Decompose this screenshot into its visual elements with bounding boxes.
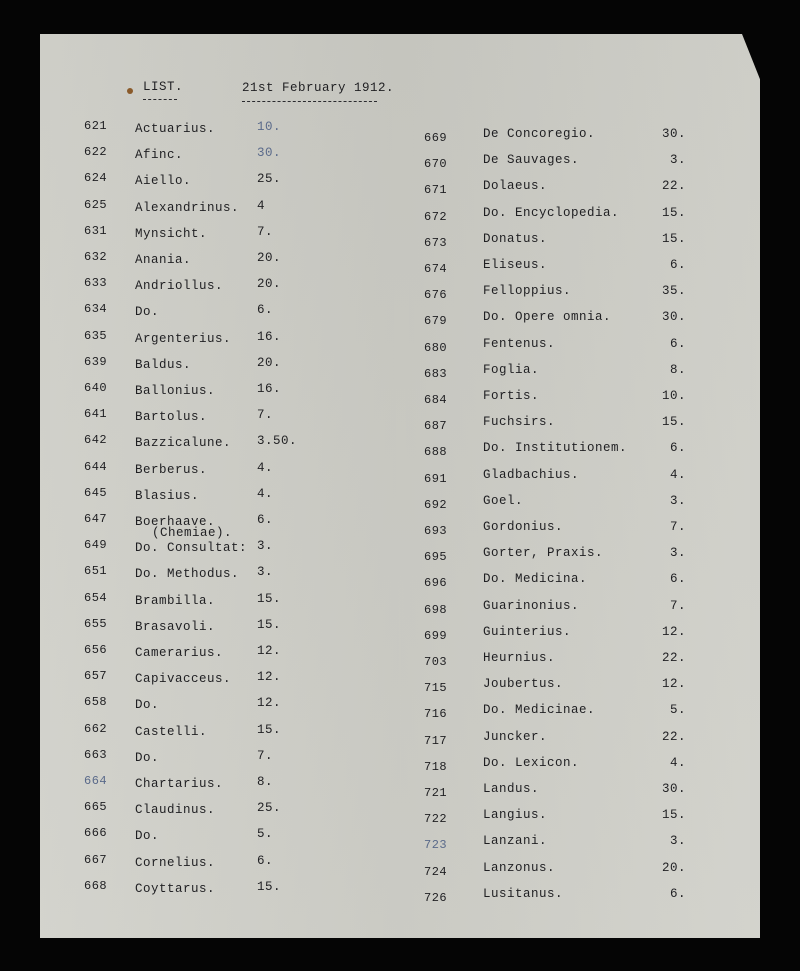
item-price: 30. [661, 310, 686, 324]
item-name: Guinterius. [483, 625, 572, 639]
item-number: 715 [424, 681, 448, 695]
item-price: 15. [257, 880, 282, 894]
item-number: 657 [84, 669, 108, 683]
item-number: 699 [424, 629, 448, 643]
item-number: 665 [84, 800, 108, 814]
item-number: 679 [424, 314, 448, 328]
item-name: Argenterius. [135, 332, 232, 346]
item-number: 670 [424, 157, 448, 171]
item-price: 15. [661, 232, 686, 246]
item-price: 6. [669, 441, 686, 455]
item-name: Mynsicht. [135, 227, 208, 241]
item-name: Do. Methodus. [135, 567, 240, 581]
item-number: 658 [84, 695, 108, 709]
item-number: 691 [424, 472, 448, 486]
item-name: Blasius. [135, 489, 200, 503]
item-name: Do. Opere omnia. [483, 310, 612, 324]
item-number: 645 [84, 486, 108, 500]
item-price: 12. [661, 625, 686, 639]
item-name: Goel. [483, 494, 524, 508]
item-name: Claudinus. [135, 803, 216, 817]
item-name: Coyttarus. [135, 882, 216, 896]
item-price: 35. [661, 284, 686, 298]
item-price: 30. [661, 782, 686, 796]
item-name: Heurnius. [483, 651, 556, 665]
item-name: Baldus. [135, 358, 192, 372]
item-price: 5. [257, 827, 274, 841]
item-name: Do. Medicina. [483, 572, 588, 586]
item-price: 3. [669, 834, 686, 848]
item-number: 641 [84, 407, 108, 421]
item-number: 642 [84, 433, 108, 447]
item-name: Do. [135, 751, 160, 765]
item-price: 6. [669, 337, 686, 351]
item-number: 722 [424, 812, 448, 826]
item-price: 7. [257, 225, 274, 239]
item-name: Bartolus. [135, 410, 208, 424]
item-number: 651 [84, 564, 108, 578]
item-number: 723 [424, 838, 448, 852]
item-number: 721 [424, 786, 448, 800]
item-number: 669 [424, 131, 448, 145]
item-name: Juncker. [483, 730, 548, 744]
item-price: 16. [257, 330, 282, 344]
item-name: Anania. [135, 253, 192, 267]
item-price: 8. [257, 775, 274, 789]
item-name: Do. Consultat: [135, 541, 248, 555]
item-price: 22. [661, 179, 686, 193]
item-price: 25. [257, 801, 282, 815]
item-number: 671 [424, 183, 448, 197]
item-price: 7. [669, 599, 686, 613]
list-label: LIST. [143, 80, 184, 94]
item-name: Brasavoli. [135, 620, 216, 634]
item-price: 6. [669, 887, 686, 901]
item-name: Lanzani. [483, 834, 548, 848]
item-note: (Chemiae). [152, 526, 233, 540]
item-price: 4. [257, 487, 274, 501]
item-name: Lanzonus. [483, 861, 556, 875]
item-number: 703 [424, 655, 448, 669]
item-number: 726 [424, 891, 448, 905]
item-price: 15. [257, 723, 282, 737]
item-name: Bazzicalune. [135, 436, 232, 450]
item-price: 3. [257, 539, 274, 553]
item-number: 667 [84, 853, 108, 867]
item-price: 30. [257, 146, 282, 160]
item-price: 12. [257, 696, 282, 710]
item-name: Chartarius. [135, 777, 224, 791]
item-number: 634 [84, 302, 108, 316]
item-number: 662 [84, 722, 108, 736]
item-number: 625 [84, 198, 108, 212]
item-price: 4. [669, 756, 686, 770]
item-name: Alexandrinus. [135, 201, 240, 215]
item-number: 698 [424, 603, 448, 617]
item-price: 3.50. [257, 434, 298, 448]
item-price: 15. [257, 618, 282, 632]
item-number: 664 [84, 774, 108, 788]
item-name: Castelli. [135, 725, 208, 739]
item-name: Do. [135, 698, 160, 712]
item-name: Do. [135, 305, 160, 319]
item-number: 668 [84, 879, 108, 893]
item-price: 20. [257, 356, 282, 370]
item-price: 15. [661, 206, 686, 220]
item-price: 12. [661, 677, 686, 691]
date-underline [242, 101, 377, 102]
item-number: 649 [84, 538, 108, 552]
item-price: 20. [661, 861, 686, 875]
item-number: 639 [84, 355, 108, 369]
item-number: 647 [84, 512, 108, 526]
item-name: Guarinonius. [483, 599, 580, 613]
list-label-underline [143, 99, 177, 100]
item-price: 6. [257, 303, 274, 317]
item-price: 3. [669, 153, 686, 167]
list-date: 21st February 1912. [242, 81, 395, 95]
item-price: 4. [257, 461, 274, 475]
item-name: Cornelius. [135, 856, 216, 870]
item-name: Brambilla. [135, 594, 216, 608]
item-number: 631 [84, 224, 108, 238]
item-number: 684 [424, 393, 448, 407]
item-number: 654 [84, 591, 108, 605]
item-name: Dolaeus. [483, 179, 548, 193]
item-price: 16. [257, 382, 282, 396]
item-price: 20. [257, 277, 282, 291]
item-number: 624 [84, 171, 108, 185]
item-price: 8. [669, 363, 686, 377]
item-name: Foglia. [483, 363, 540, 377]
item-number: 640 [84, 381, 108, 395]
item-name: Eliseus. [483, 258, 548, 272]
item-number: 672 [424, 210, 448, 224]
item-name: Lusitanus. [483, 887, 564, 901]
item-price: 12. [257, 670, 282, 684]
item-number: 692 [424, 498, 448, 512]
item-price: 3. [257, 565, 274, 579]
item-name: Capivacceus. [135, 672, 232, 686]
item-name: De Sauvages. [483, 153, 580, 167]
item-number: 717 [424, 734, 448, 748]
item-price: 20. [257, 251, 282, 265]
item-number: 687 [424, 419, 448, 433]
item-number: 622 [84, 145, 108, 159]
item-number: 688 [424, 445, 448, 459]
item-name: Joubertus. [483, 677, 564, 691]
item-number: 621 [84, 119, 108, 133]
item-name: Felloppius. [483, 284, 572, 298]
item-name: Camerarius. [135, 646, 224, 660]
item-price: 4 [257, 199, 266, 213]
item-price: 10. [661, 389, 686, 403]
item-price: 10. [257, 120, 282, 134]
item-number: 663 [84, 748, 108, 762]
item-name: Fuchsirs. [483, 415, 556, 429]
item-price: 15. [661, 415, 686, 429]
item-name: Afinc. [135, 148, 184, 162]
item-number: 655 [84, 617, 108, 631]
item-name: Do. Lexicon. [483, 756, 580, 770]
item-price: 3. [669, 546, 686, 560]
item-number: 695 [424, 550, 448, 564]
item-number: 673 [424, 236, 448, 250]
item-price: 22. [661, 730, 686, 744]
item-name: Donatus. [483, 232, 548, 246]
pin-mark [127, 88, 133, 94]
item-number: 666 [84, 826, 108, 840]
item-name: Fortis. [483, 389, 540, 403]
item-price: 3. [669, 494, 686, 508]
item-price: 6. [669, 572, 686, 586]
item-number: 633 [84, 276, 108, 290]
item-price: 7. [257, 408, 274, 422]
item-name: Landus. [483, 782, 540, 796]
item-name: Berberus. [135, 463, 208, 477]
item-name: Do. Encyclopedia. [483, 206, 620, 220]
item-price: 5. [669, 703, 686, 717]
item-number: 635 [84, 329, 108, 343]
item-price: 15. [257, 592, 282, 606]
item-price: 7. [257, 749, 274, 763]
item-number: 718 [424, 760, 448, 774]
item-name: Gorter, Praxis. [483, 546, 604, 560]
item-name: Do. Medicinae. [483, 703, 596, 717]
item-price: 25. [257, 172, 282, 186]
item-price: 15. [661, 808, 686, 822]
item-price: 12. [257, 644, 282, 658]
item-price: 6. [669, 258, 686, 272]
item-price: 30. [661, 127, 686, 141]
item-price: 22. [661, 651, 686, 665]
item-name: Aiello. [135, 174, 192, 188]
item-number: 632 [84, 250, 108, 264]
item-name: Boerhaave. [135, 515, 216, 529]
item-number: 644 [84, 460, 108, 474]
item-price: 6. [257, 854, 274, 868]
item-name: De Concoregio. [483, 127, 596, 141]
item-price: 6. [257, 513, 274, 527]
item-number: 656 [84, 643, 108, 657]
item-name: Do. Institutionem. [483, 441, 628, 455]
item-number: 716 [424, 707, 448, 721]
item-number: 674 [424, 262, 448, 276]
item-name: Gordonius. [483, 520, 564, 534]
item-number: 724 [424, 865, 448, 879]
item-number: 676 [424, 288, 448, 302]
item-name: Gladbachius. [483, 468, 580, 482]
item-name: Ballonius. [135, 384, 216, 398]
item-number: 693 [424, 524, 448, 538]
item-name: Andriollus. [135, 279, 224, 293]
item-number: 696 [424, 576, 448, 590]
item-name: Actuarius. [135, 122, 216, 136]
item-number: 680 [424, 341, 448, 355]
item-price: 4. [669, 468, 686, 482]
item-name: Fentenus. [483, 337, 556, 351]
item-name: Langius. [483, 808, 548, 822]
item-number: 683 [424, 367, 448, 381]
item-price: 7. [669, 520, 686, 534]
item-name: Do. [135, 829, 160, 843]
